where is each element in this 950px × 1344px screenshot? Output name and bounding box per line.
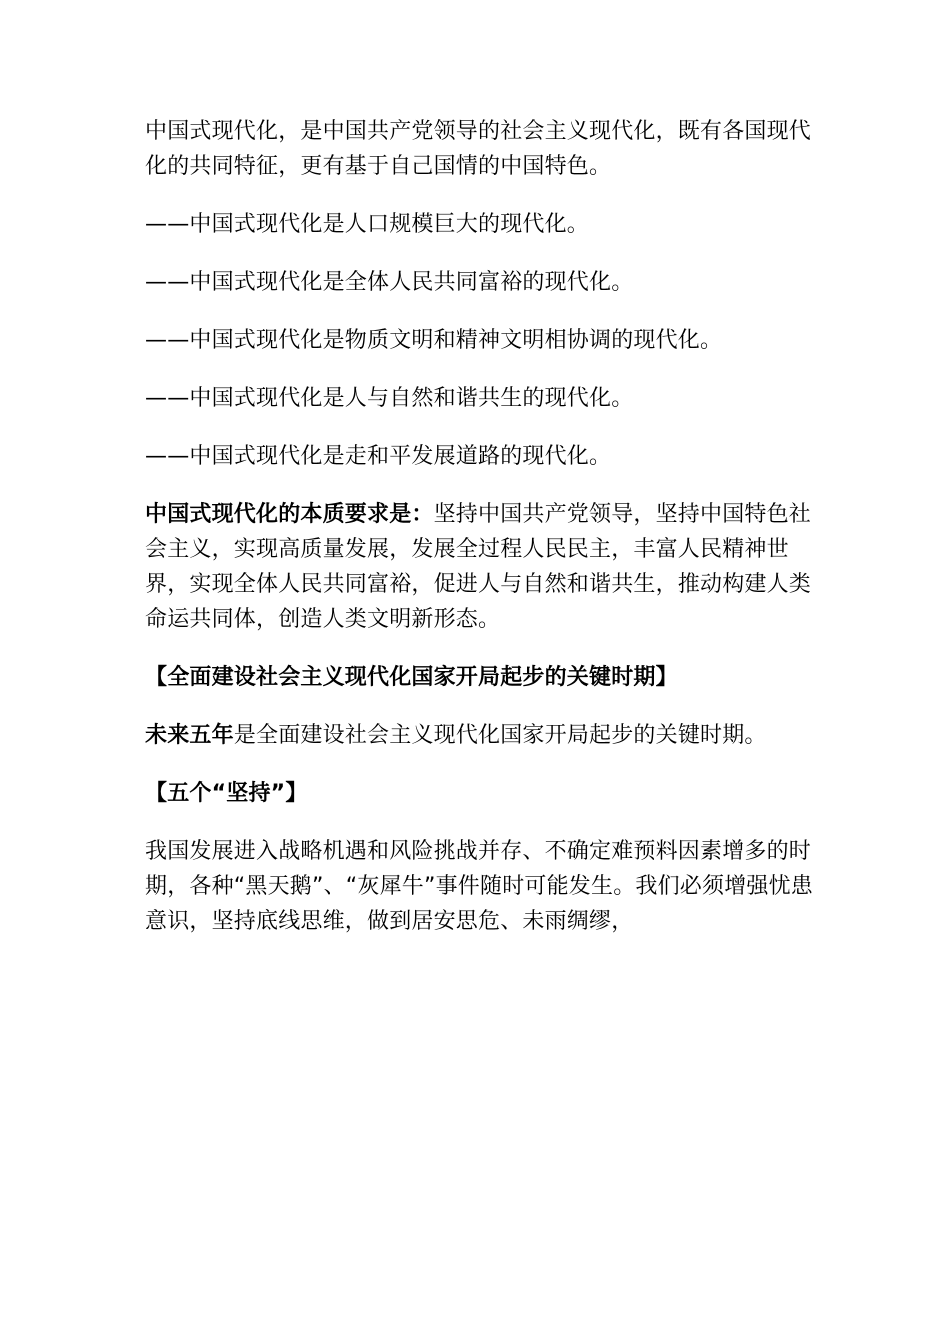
section-heading-key-period: 【全面建设社会主义现代化国家开局起步的关键时期】: [145, 665, 678, 690]
feature-line: ——中国式现代化是物质文明和精神文明相协调的现代化。: [145, 328, 723, 353]
essence-label: 中国式现代化的本质要求是：: [145, 502, 434, 527]
next-five-years-label: 未来五年: [145, 723, 234, 748]
feature-line: ——中国式现代化是人口规模巨大的现代化。: [145, 212, 590, 237]
document-body: [145, 114, 815, 939]
next-five-years-text: 是全面建设社会主义现代化国家开局起步的关键时期。: [233, 723, 767, 748]
next-five-years-paragraph: [145, 718, 815, 753]
feature-line: ——中国式现代化是全体人民共同富裕的现代化。: [145, 270, 634, 295]
essence-paragraph: [145, 497, 815, 637]
section-heading-five-persist: 【五个“坚持”】: [145, 781, 308, 806]
intro-paragraph: 中国式现代化，是中国共产党领导的社会主义现代化，既有各国现代化的共同特征，更有基于自己国情的中国特色。: [145, 119, 812, 179]
feature-line: ——中国式现代化是人与自然和谐共生的现代化。: [145, 386, 634, 411]
feature-line: ——中国式现代化是走和平发展道路的现代化。: [145, 444, 612, 469]
essence-text: 坚持中国共产党领导，坚持中国特色社会主义，实现高质量发展，发展全过程人民民主，丰富人民精神世界，实现全体人民共同富裕，促进人与自然和谐共生，推动构建人类命运共同体，创造人类文明新形态。: [145, 502, 812, 632]
risk-paragraph: 我国发展进入战略机遇和风险挑战并存、不确定难预料因素增多的时期，各种“黑天鹅”、“灰犀牛”事件随时可能发生。我们必须增强忧患意识，坚持底线思维，做到居安思危、未雨绸缪，: [145, 839, 813, 934]
